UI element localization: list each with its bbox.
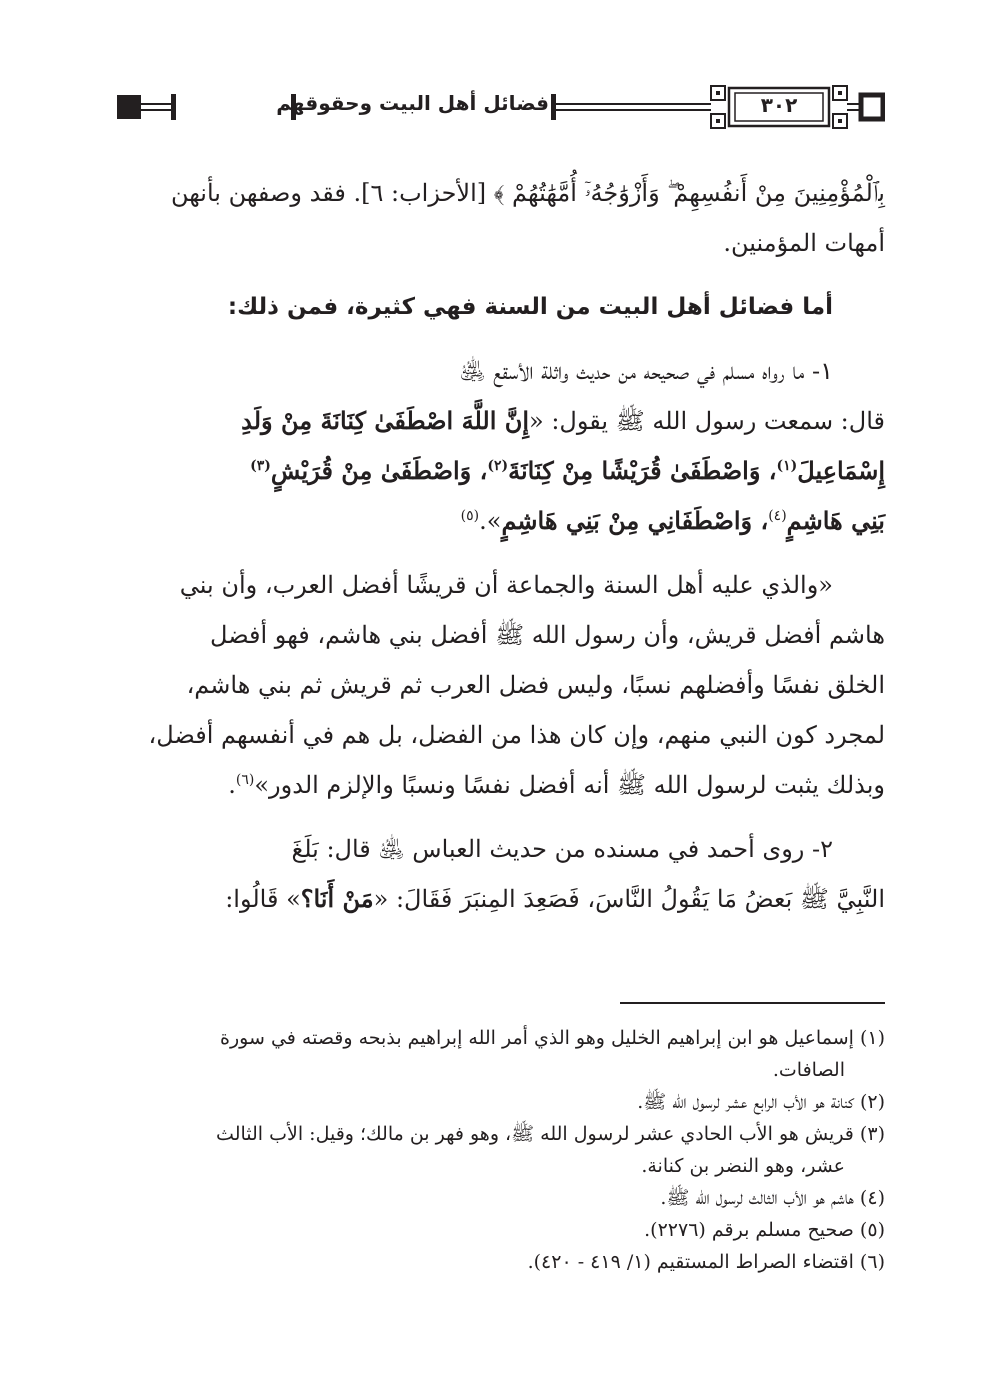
body-line: إِسْمَاعِيلَ$^{(١)}$، وَاصْطَفَىٰ قُرَيْشًا مِنْ كِنَانَةَ$^{(٢)}$، وَاصْطَفَىٰ مِنْ قُرَيْشٍ$^{(٣)}$ — [250, 456, 885, 485]
footnote-3-cont: عشر، وهو النضر بن كنانة. — [641, 1155, 845, 1177]
header-left-block — [117, 95, 141, 119]
footnote-ref[interactable]: (٣) — [250, 458, 271, 474]
body-line: أمهات المؤمنين. — [723, 229, 885, 257]
footnote-ref[interactable]: (٤) — [768, 508, 787, 524]
section-heading: أما فضائل أهل البيت من السنة فهي كثيرة، فمن ذلك: — [227, 294, 833, 320]
footnote-separator — [620, 1002, 885, 1004]
footnote-1-cont: الصافات. — [772, 1059, 845, 1081]
footnote-4: (٤) هاشم هو الأب الثالث لرسول الله ﷺ. — [660, 1187, 885, 1209]
footnote-ref[interactable]: (٥) — [460, 508, 480, 524]
hadith-1 — [115, 346, 885, 546]
footnote-3: (٣) قريش هو الأب الحادي عشر لرسول الله ﷺ، وهو فهر بن مالك؛ وقيل: الأب الثالث — [216, 1123, 885, 1145]
footnote-5: (٥) صحيح مسلم برقم (٢٢٧٦). — [644, 1219, 885, 1241]
footnote-ref[interactable]: (٢) — [487, 458, 509, 474]
footnote-6: (٦) اقتضاء الصراط المستقيم (١/ ٤١٩ - ٤٢٠). — [527, 1251, 885, 1273]
hadith-text: مَنْ أَنَا؟ — [300, 884, 374, 913]
quran-continuation — [115, 168, 885, 268]
footnote-ref[interactable]: (٦) — [235, 772, 255, 788]
footnote-ref[interactable]: (١) — [776, 458, 798, 474]
body-line: «والذي عليه أهل السنة والجماعة أن قريشًا أفضل العرب، وأن بني — [179, 571, 833, 599]
body-line: بِٱلْمُؤْمِنِينَ مِنْ أَنفُسِهِمْ ۖ وَأَزْوَٰجُهُۥٓ أُمَّهَٰتُهُمْ ﴾ [الأحزاب: ٦]. فقد وصفهن بأنهن — [170, 179, 885, 207]
body-line: النَّبِيَّ ﷺ بَعضُ مَا يَقُولُ النَّاسَ، فَصَعِدَ المِنبَرَ فَقَالَ: «مَنْ أَنَا؟» قَالُوا: — [225, 884, 885, 913]
body-line: وبذلك يثبت لرسول الله ﷺ أنه أفضل نفسًا ونسبًا والإلزم الدور»$^{(٦)}$. — [228, 771, 885, 799]
footnote-1: (١) إسماعيل هو ابن إبراهيم الخليل وهو الذي أمر الله إبراهيم بذبحه وقصته في سورة — [220, 1027, 885, 1049]
hadith-text: إِنَّ اللَّهَ اصْطَفَىٰ كِنَانَةَ مِنْ وَلَدِ — [241, 406, 530, 435]
body-line: هاشم أفضل قريش، وأن رسول الله ﷺ أفضل بني هاشم، فهو أفضل — [210, 621, 885, 649]
body-line: ١- ما رواه مسلم في صحيحه من حديث واثلة الأسقع ﵁ — [459, 357, 833, 385]
main-text — [115, 168, 885, 924]
header-title: فضائل أهل البيت وحقوقهم — [276, 91, 549, 115]
footnote-2: (٢) كنانة هو الأب الرابع عشر لرسول الله ﷺ. — [637, 1091, 885, 1113]
footnotes — [115, 1022, 885, 1278]
running-header — [115, 80, 885, 136]
quotation — [115, 560, 885, 810]
body-line: ٢- روى أحمد في مسنده من حديث العباس ﵁ قال: بَلَغَ — [291, 835, 833, 863]
body-line: قال: سمعت رسول الله ﷺ يقول: «إِنَّ اللَّهَ اصْطَفَىٰ كِنَانَةَ مِنْ وَلَدِ — [241, 406, 885, 435]
hadith-2 — [115, 824, 885, 924]
body-line: لمجرد كون النبي منهم، وإن كان هذا من الفضل، بل هم في أنفسهم أفضل، — [148, 721, 885, 749]
page-number: ٣٠٢ — [760, 93, 798, 117]
body-line: بَنِي هَاشِمٍ$^{(٤)}$، وَاصْطَفَانِي مِنْ بَنِي هَاشِمٍ».$^{(٥)}$ — [460, 506, 885, 535]
body-line: الخلق نفسًا وأفضلهم نسبًا، وليس فضل العرب ثم قريش ثم بني هاشم، — [186, 671, 885, 699]
